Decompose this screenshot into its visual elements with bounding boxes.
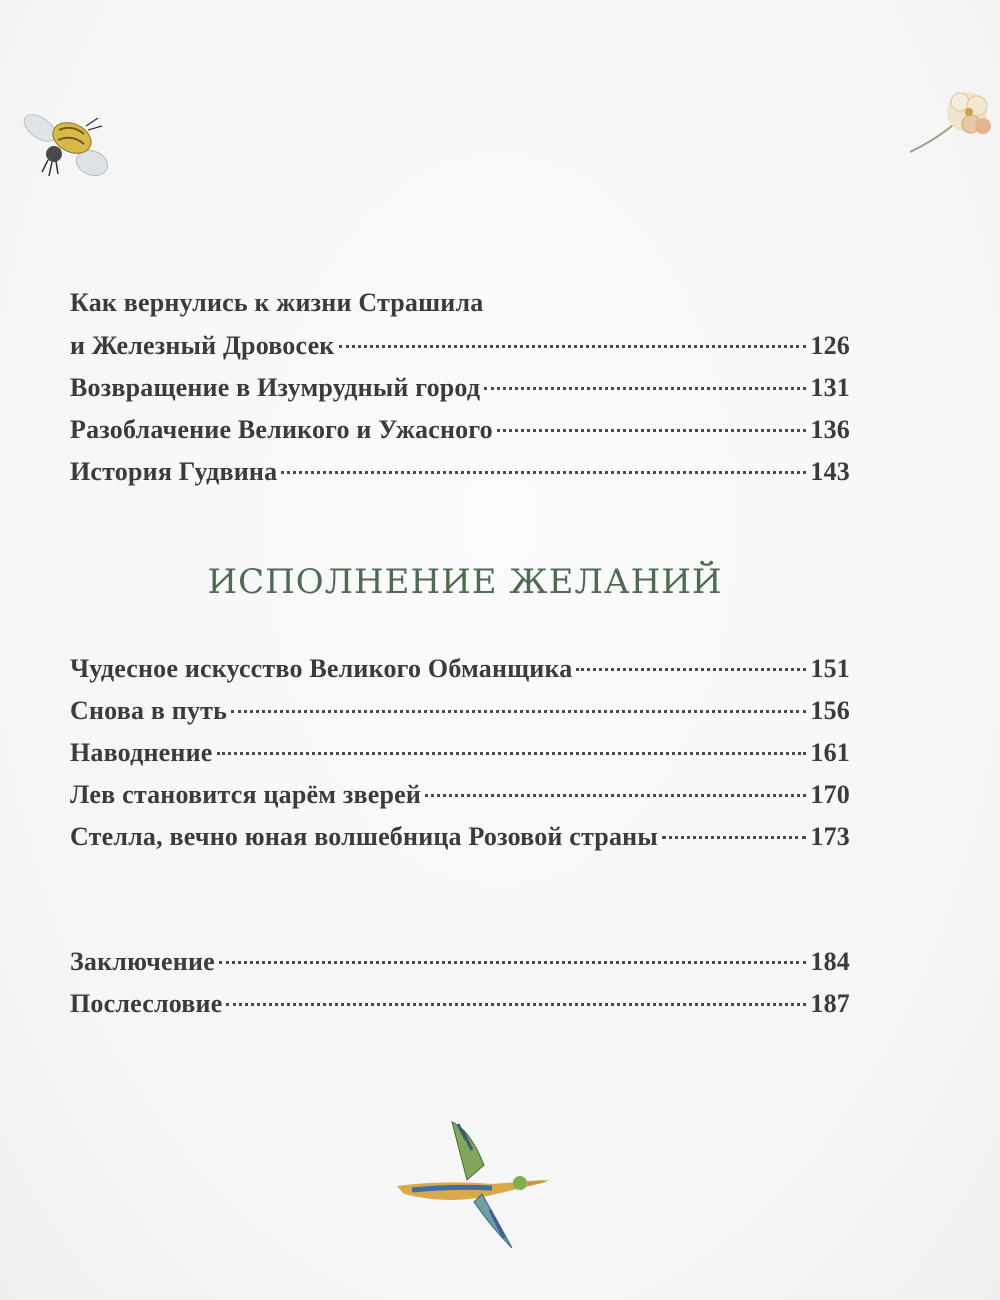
toc-entry-page: 156 [810,696,850,725]
dot-leader [484,387,806,390]
toc-entry[interactable] [70,945,850,979]
toc-entry-title: Стелла, вечно юная волшебница Розовой страны [70,822,658,851]
dot-leader [576,668,806,671]
toc-entry[interactable] [70,329,850,363]
dot-leader [231,710,806,713]
toc-entry-title: и Железный Дровосек [70,331,335,360]
dot-leader [339,345,807,348]
toc-entry[interactable] [70,778,850,812]
toc-entry-page: 170 [810,780,850,809]
toc-entry-page: 151 [810,654,850,683]
toc-entry-title: Снова в путь [70,696,228,725]
toc-entry-page: 126 [810,331,850,360]
toc-entry[interactable] [70,652,850,686]
section-title: ИСПОЛНЕНИЕ ЖЕЛАНИЙ [207,562,723,602]
toc-entry-title: Как вернулись к жизни Страшила [70,288,484,317]
toc-entry-page: 161 [810,738,850,767]
toc-entry-page: 173 [810,822,850,851]
toc-entry[interactable] [70,371,850,405]
toc-entry[interactable] [70,455,850,489]
toc-entry[interactable] [70,820,850,854]
toc-entry-page: 131 [810,373,850,402]
dot-leader [226,1003,806,1006]
dot-leader [219,961,807,964]
toc-entry-page: 143 [810,457,850,486]
toc-entry-title: Возвращение в Изумрудный город [70,373,481,402]
bee-icon [14,98,114,193]
flower-icon [905,80,1000,160]
toc-entry-title: Послесловие [70,989,223,1018]
toc-entry-title: Наводнение [70,738,213,767]
dot-leader [217,752,807,755]
toc-entry-title: Чудесное искусство Великого Обманщика [70,654,573,683]
dot-leader [425,794,806,797]
dot-leader [497,429,807,432]
dot-leader [662,836,807,839]
toc-entry[interactable] [70,987,850,1021]
bird-icon [392,1110,557,1255]
toc-entry-title: Разоблачение Великого и Ужасного [70,415,493,444]
toc-entry-title: История Гудвина [70,457,278,486]
toc-entry[interactable] [70,286,850,320]
toc-entry-title: Лев становится царём зверей [70,780,422,809]
toc-entry-title: Заключение [70,947,215,976]
toc-entry[interactable] [70,736,850,770]
toc-entry-page: 136 [810,415,850,444]
dot-leader [281,471,806,474]
toc-entry-page: 187 [810,989,850,1018]
toc-entry-page: 184 [810,947,850,976]
toc-entry[interactable] [70,413,850,447]
toc-entry[interactable] [70,694,850,728]
